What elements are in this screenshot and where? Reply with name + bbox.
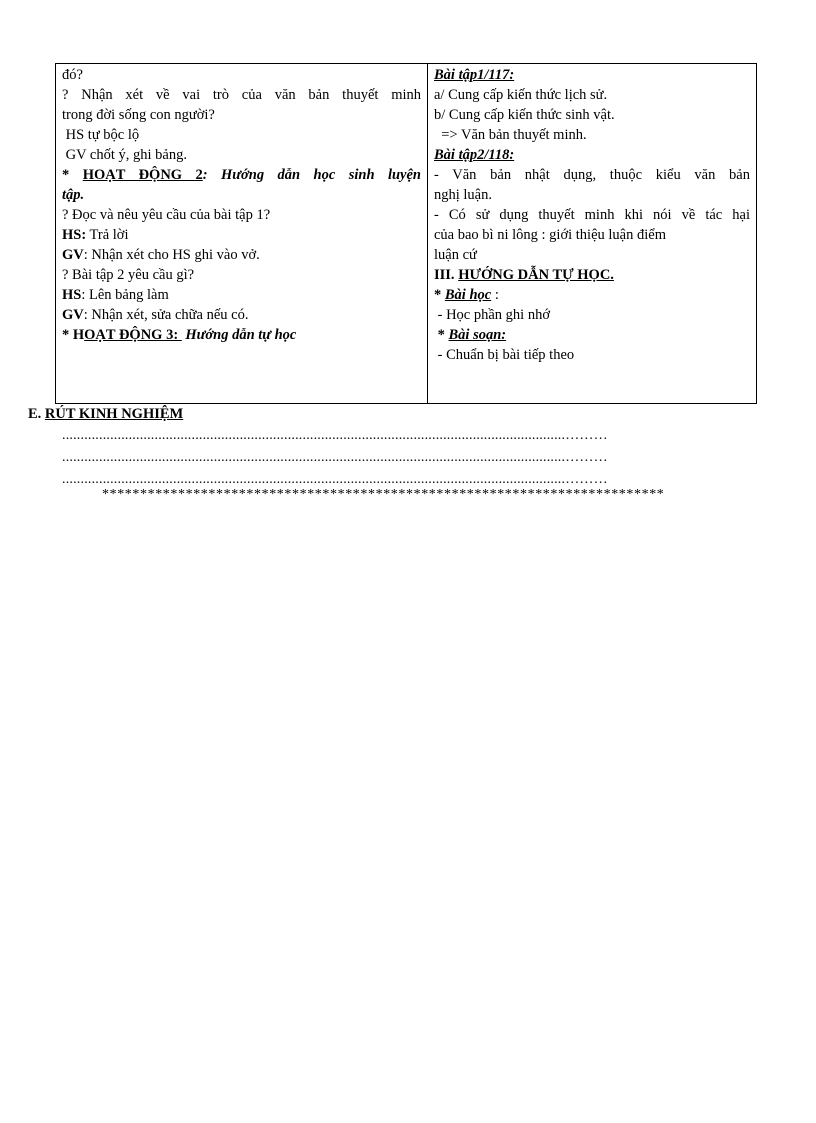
dotted-line: ........................................................................................................................................………	[62, 472, 608, 487]
text-line: - Học phần ghi nhớ	[434, 307, 550, 323]
hs-label: HS	[62, 287, 82, 303]
dotted-line: ........................................................................................................................................………	[62, 428, 608, 443]
text-line: GV chốt ý, ghi bảng.	[62, 147, 187, 163]
text-line: - Văn bản nhật dụng, thuộc kiểu văn bản	[434, 167, 750, 183]
gv-text: : Nhận xét, sửa chữa nếu có.	[83, 307, 249, 323]
hs-text: Trả lời	[86, 227, 129, 243]
text-line: ? Bài tập 2 yêu cầu gì?	[62, 267, 195, 283]
activity-2-title: : Hướng dẫn học sinh luyện	[202, 167, 421, 183]
experience-heading	[28, 404, 788, 424]
lesson-line	[434, 285, 750, 305]
activity-3-heading	[62, 325, 421, 345]
activity-2-label: HOẠT ĐỘNG 2	[82, 167, 203, 183]
text-line: đó?	[62, 67, 83, 83]
text-line: a/ Cung cấp kiến thức lịch sử.	[434, 87, 608, 103]
gv-label: GV	[62, 247, 84, 263]
text-line: b/ Cung cấp kiến thức sinh vật.	[434, 107, 615, 123]
text-line: ? Đọc và nêu yêu cầu của bài tập 1?	[62, 207, 271, 223]
hs-label: HS:	[62, 227, 87, 243]
bullet-star: *	[434, 327, 449, 343]
section-letter: E.	[28, 406, 45, 422]
activity-2-title-cont: tập.	[62, 187, 85, 203]
hs-line	[62, 225, 421, 245]
lesson-table	[55, 63, 757, 404]
gv-text: : Nhận xét cho HS ghi vào vở.	[83, 247, 260, 263]
teacher-activity-column	[56, 64, 428, 403]
activity-2-heading	[62, 165, 421, 185]
section-3-heading	[434, 265, 750, 285]
section-number: III.	[434, 267, 459, 283]
bullet-star: *	[62, 167, 83, 183]
text-line: HS tự bộc lộ	[62, 127, 140, 143]
text-line: - Chuẩn bị bài tiếp theo	[434, 347, 575, 363]
activity-3-title: Hướng dẫn tự học	[181, 327, 297, 343]
hs-line	[62, 285, 421, 305]
hs-text: : Lên bảng làm	[81, 287, 169, 303]
content-column	[428, 64, 756, 403]
text-line: luận cứ	[434, 247, 477, 263]
exercise-1-title: Bài tập1/117:	[434, 67, 515, 83]
experience-title: RÚT KINH NGHIỆM	[44, 406, 184, 422]
dotted-line: ........................................................................................................................................………	[62, 450, 608, 465]
exercise-2-title: Bài tập2/118:	[434, 147, 515, 163]
text-line: nghị luận.	[434, 187, 492, 203]
activity-3-label: OẠT ĐỘNG 3:	[84, 327, 182, 343]
text-line: - Có sử dụng thuyết minh khi nói về tác hại	[434, 207, 750, 223]
colon: :	[491, 287, 499, 303]
prep-line	[434, 325, 750, 345]
gv-label: GV	[62, 307, 84, 323]
gv-line	[62, 305, 421, 325]
gv-line	[62, 245, 421, 265]
text-line: ? Nhận xét về vai trò của văn bản thuyết minh	[62, 87, 421, 103]
text-line: trong đời sống con người?	[62, 107, 215, 123]
bullet-star: *	[434, 287, 445, 303]
prep-label: Bài soạn:	[448, 327, 507, 343]
section-title: HƯỚNG DẪN TỰ HỌC.	[458, 267, 614, 283]
lesson-label: Bài học	[444, 287, 492, 303]
text-line: của bao bì ni lông : giới thiệu luận điểm	[434, 227, 666, 243]
star-divider: **************************************************************************	[102, 487, 665, 502]
bullet-star: * H	[62, 327, 85, 343]
text-line: => Văn bản thuyết minh.	[434, 127, 587, 143]
